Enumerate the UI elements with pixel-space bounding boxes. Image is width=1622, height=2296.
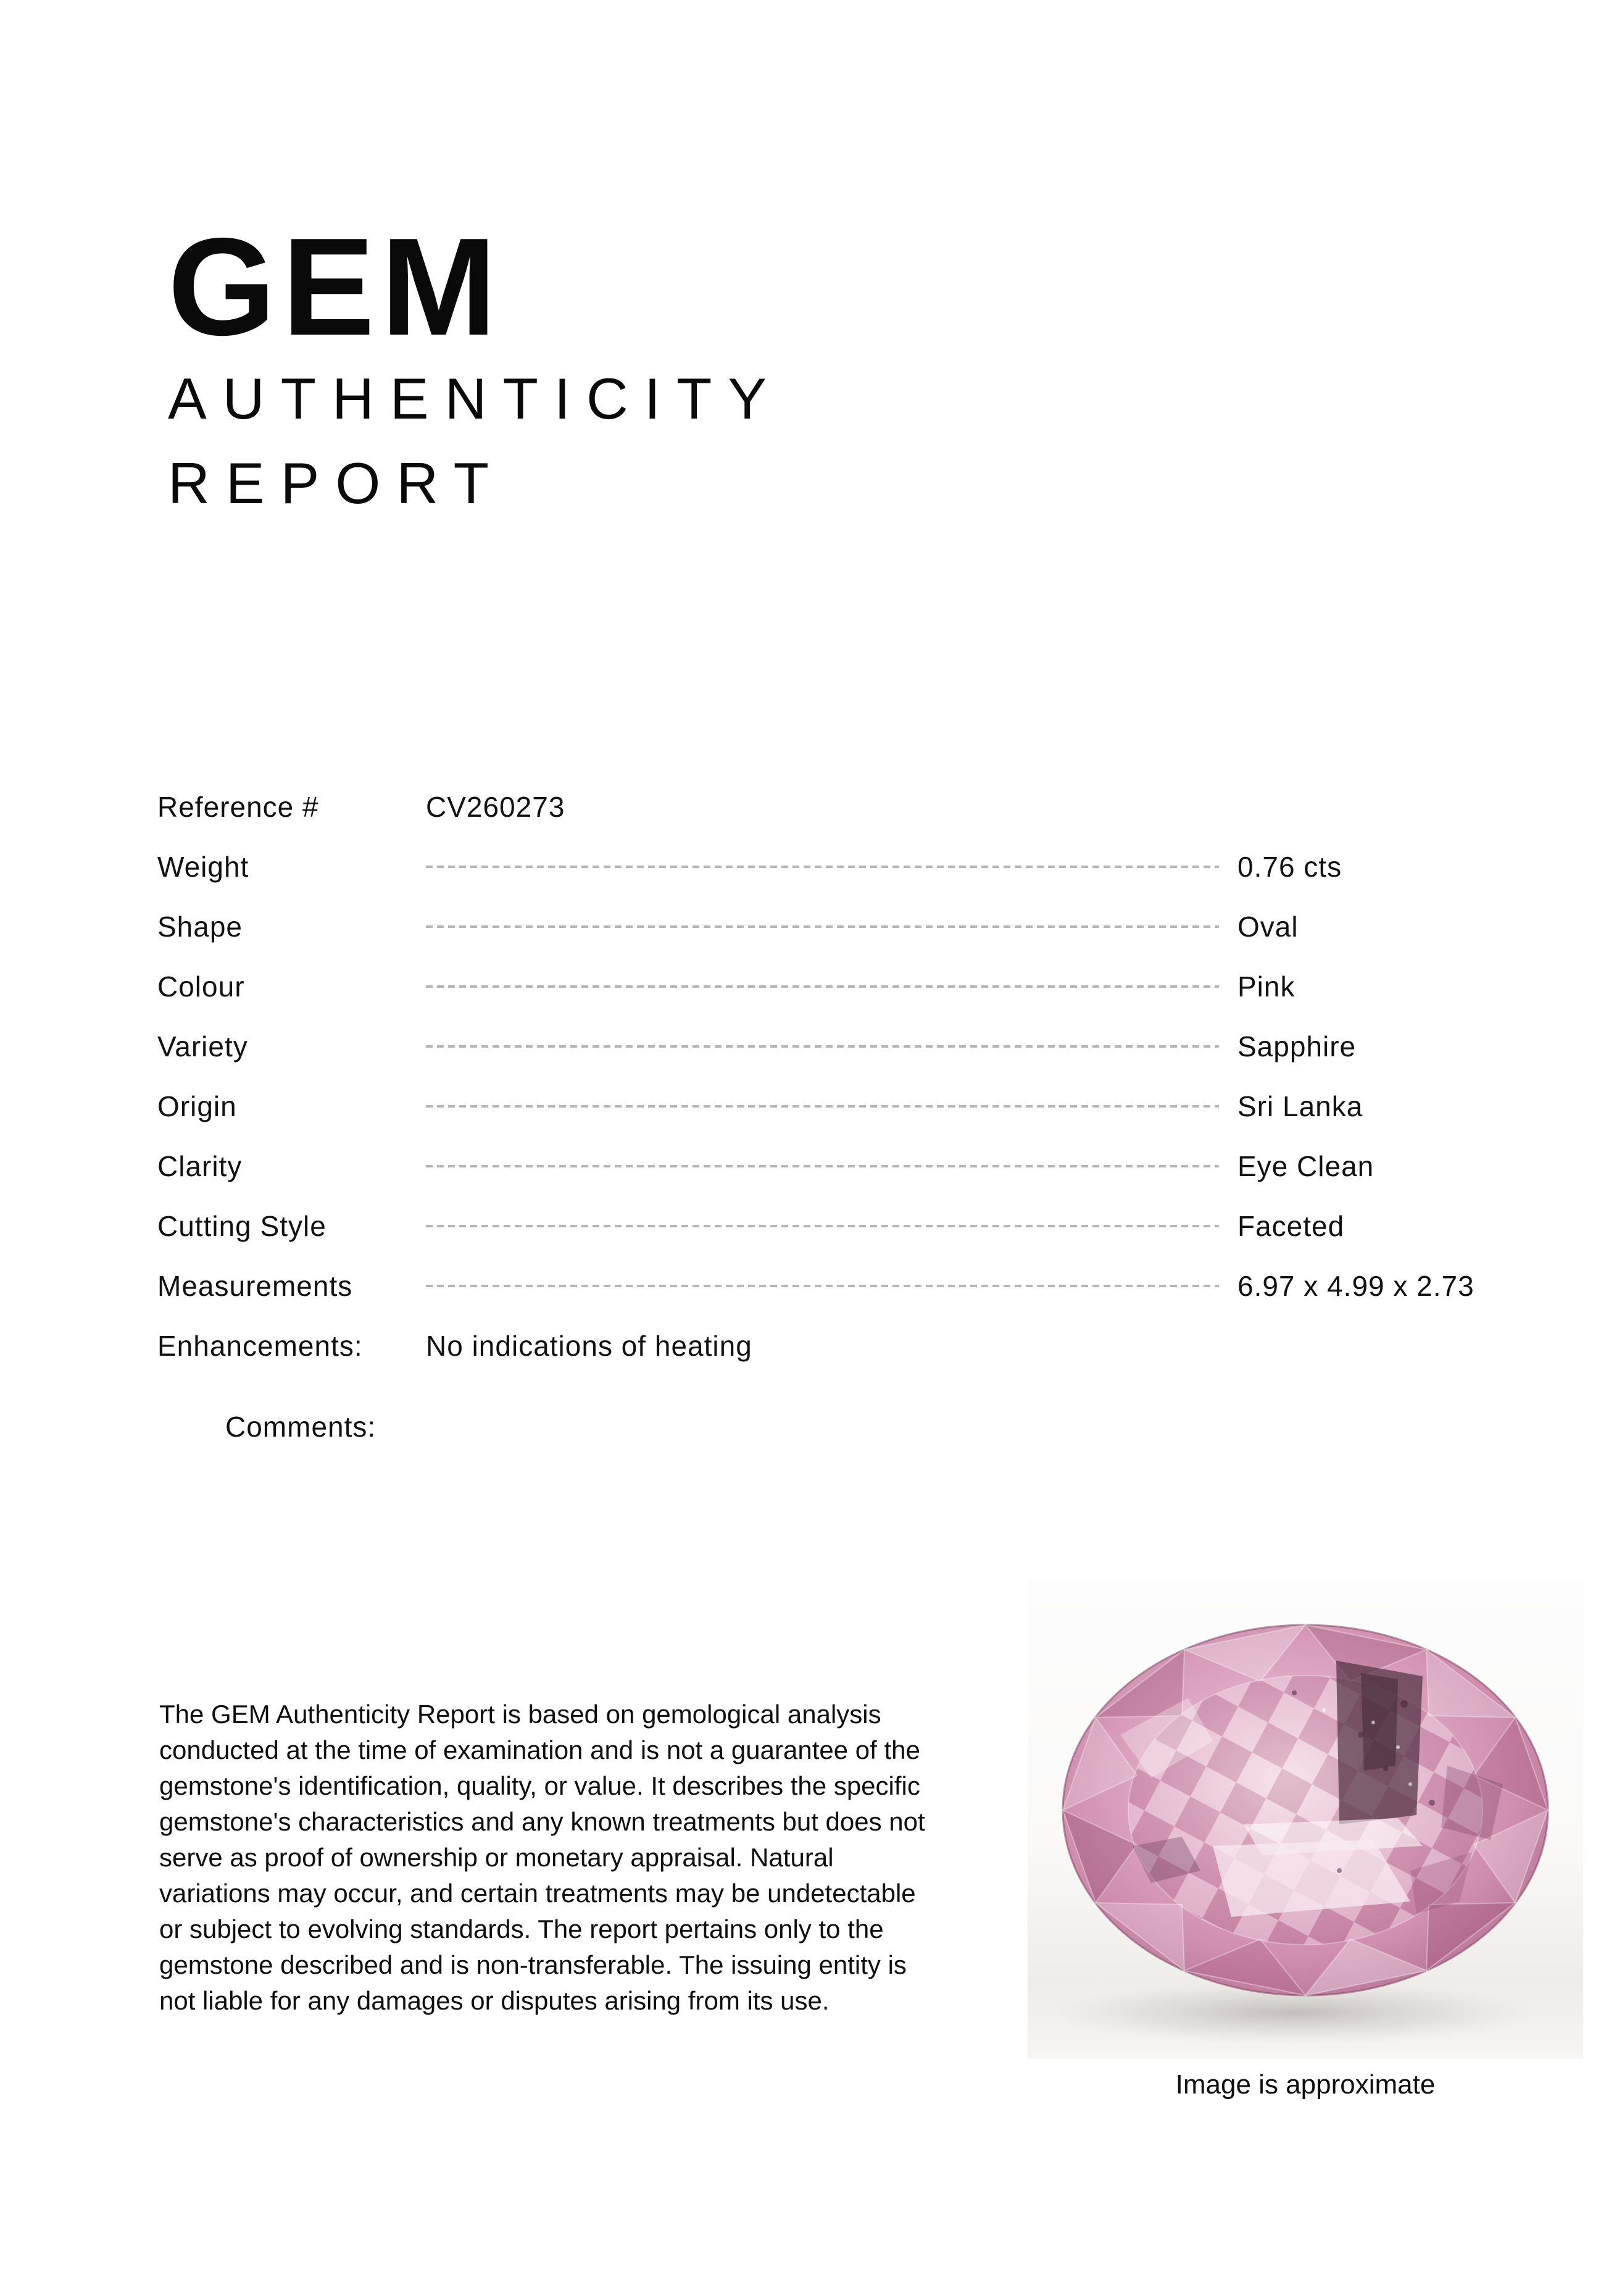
field-row-variety <box>157 1016 1497 1076</box>
field-value: CV260273 <box>426 790 565 823</box>
disclaimer-line: serve as proof of ownership or monetary appraisal. Natural <box>159 1843 834 1872</box>
disclaimer-line: or subject to evolving standards. The report pertains only to the <box>159 1914 884 1943</box>
field-row-clarity <box>157 1136 1497 1196</box>
field-label: Colour <box>157 970 245 1003</box>
field-label: Shape <box>157 910 243 943</box>
field-value: Faceted <box>1237 1209 1345 1242</box>
report-header <box>168 209 783 525</box>
gem-details-list <box>157 777 1497 1456</box>
disclaimer-paragraph <box>159 1697 925 2019</box>
field-label: Comments: <box>225 1410 376 1443</box>
disclaimer-line: gemstone's identification, quality, or value. It describes the specific <box>159 1771 920 1800</box>
field-row-weight <box>157 837 1497 896</box>
field-row-colour <box>157 956 1497 1016</box>
disclaimer-line: gemstone described and is non-transferable. The issuing entity is <box>159 1950 907 1979</box>
field-label: Cutting Style <box>157 1209 326 1242</box>
field-value: Sri Lanka <box>1237 1090 1363 1122</box>
disclaimer-line: gemstone's characteristics and any known treatments but does not <box>159 1807 925 1836</box>
dotted-leader-line <box>426 1165 1219 1167</box>
field-label: Weight <box>157 850 249 883</box>
dotted-leader-line <box>426 1105 1219 1108</box>
field-value: 6.97 x 4.99 x 2.73 <box>1237 1269 1474 1302</box>
field-label: Enhancements: <box>157 1329 363 1362</box>
page-subtitle <box>168 356 783 525</box>
photo-caption: Image is approximate <box>1175 2069 1436 2100</box>
page-subtitle-line2: REPORT <box>168 451 505 516</box>
field-value: 0.76 cts <box>1237 850 1342 883</box>
page-title: GEM <box>168 209 503 364</box>
field-label: Measurements <box>157 1269 353 1302</box>
disclaimer-line: The GEM Authenticity Report is based on gemological analysis <box>159 1700 881 1729</box>
disclaimer-line: not liable for any damages or disputes arising from its use. <box>159 1986 830 2015</box>
field-label: Clarity <box>157 1150 243 1182</box>
field-row-shape <box>157 896 1497 956</box>
field-value: Oval <box>1237 910 1299 943</box>
field-label: Reference # <box>157 790 319 823</box>
field-row-comments <box>157 1396 1497 1456</box>
field-label: Origin <box>157 1090 237 1122</box>
page-subtitle-line1: AUTHENTICITY <box>168 366 783 431</box>
field-value: Sapphire <box>1237 1030 1357 1062</box>
field-row-measurements <box>157 1256 1497 1316</box>
field-row-enhancements <box>157 1316 1497 1376</box>
disclaimer-line: variations may occur, and certain treatments may be undetectable <box>159 1879 916 1908</box>
field-row-reference <box>157 777 1497 837</box>
disclaimer-line: conducted at the time of examination and is not a guarantee of the <box>159 1735 920 1764</box>
dotted-leader-line <box>426 1045 1219 1048</box>
field-value: Eye Clean <box>1237 1150 1375 1182</box>
field-label: Variety <box>157 1030 248 1062</box>
pink-sapphire-gem-image <box>1028 1580 1583 2059</box>
dotted-leader-line <box>426 866 1219 868</box>
field-row-cutting-style <box>157 1196 1497 1256</box>
dotted-leader-line <box>426 925 1219 928</box>
field-value: Pink <box>1237 970 1296 1003</box>
field-value: No indications of heating <box>426 1329 752 1362</box>
field-row-origin <box>157 1076 1497 1136</box>
dotted-leader-line <box>426 1225 1219 1227</box>
dotted-leader-line <box>426 1285 1219 1287</box>
gemstone-photo <box>1028 1580 1583 2059</box>
dotted-leader-line <box>426 985 1219 988</box>
